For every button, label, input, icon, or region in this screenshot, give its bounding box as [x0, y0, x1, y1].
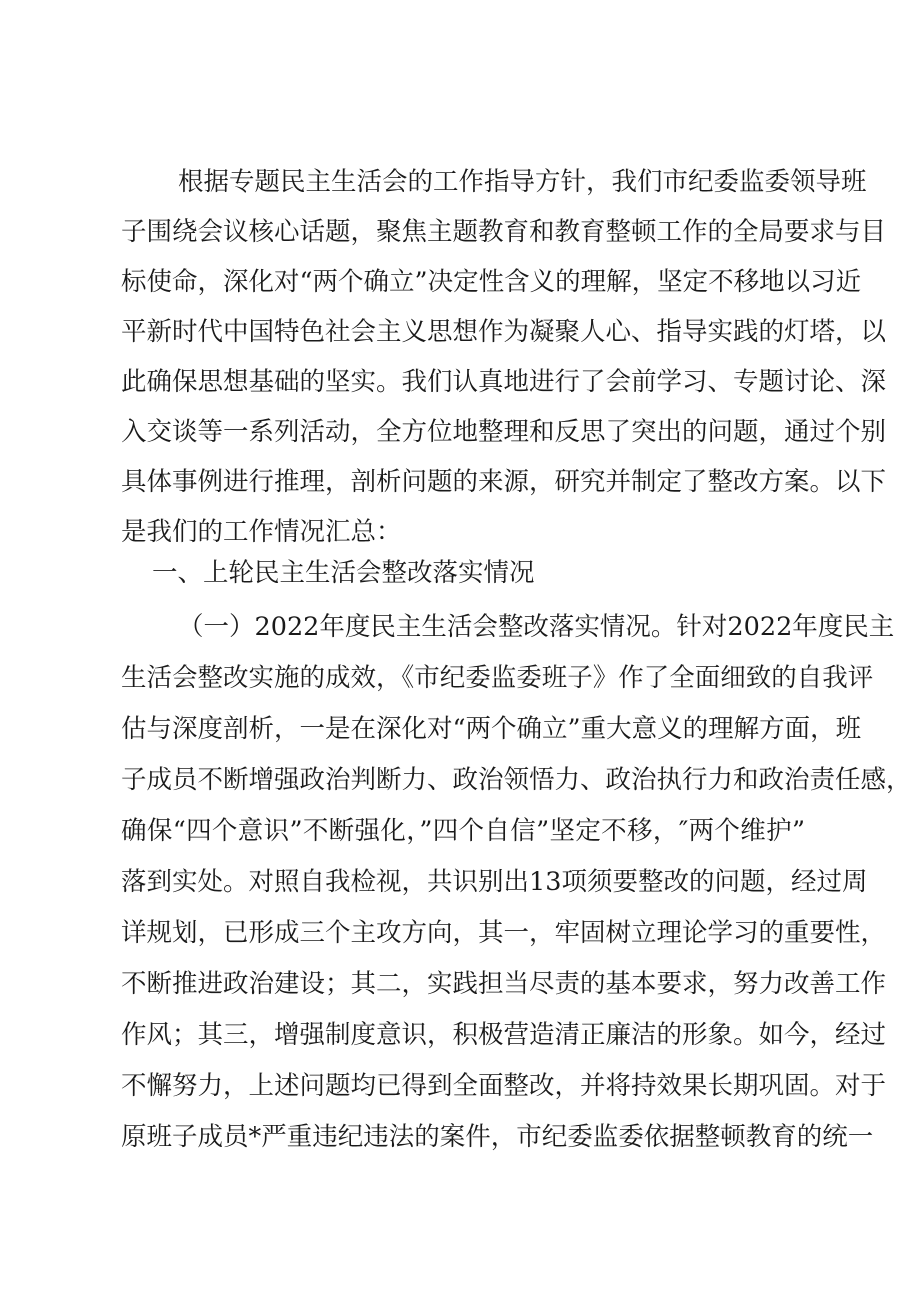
paragraph-1-line-4: 平新时代中国特色社会主义思想作为凝聚人心、指导实践的灯塔，以 — [121, 317, 887, 347]
paragraph-2-line-2: 生活会整改实施的成效，《市纪委监委班子》作了全面细致的自我评 — [121, 663, 874, 693]
paragraph-2-line-7: 详规划，已形成三个主攻方向，其一，牢固树立理论学习的重要性， — [121, 918, 887, 948]
paragraph-1-line-6: 入交谈等一系列活动，全方位地整理和反思了突出的问题，通过个别 — [121, 417, 887, 447]
paragraph-1-line-5: 此确保思想基础的坚实。我们认真地进行了会前学习、专题讨论、深 — [121, 367, 887, 397]
paragraph-2-line-10: 不懈努力，上述问题均已得到全面整改，并将持效果长期巩固。对于 — [121, 1071, 887, 1101]
paragraph-1-line-2: 子围绕会议核心话题，聚焦主题教育和教育整顿工作的全局要求与目 — [121, 217, 887, 247]
paragraph-2-line-9: 作风；其三，增强制度意识，积极营造清正廉洁的形象。如今，经过 — [121, 1020, 887, 1050]
paragraph-1-line-8: 是我们的工作情况汇总： — [121, 517, 402, 547]
paragraph-2-line-11: 原班子成员*严重违纪违法的案件，市纪委监委依据整顿教育的统一 — [121, 1122, 874, 1152]
paragraph-1-line-3: 标使命，深化对“两个确立”决定性含义的理解，坚定不移地以习近 — [121, 267, 862, 297]
paragraph-2-line-3: 估与深度剖析，一是在深化对“两个确立”重大意义的理解方面，班 — [121, 714, 862, 744]
paragraph-2-line-1: （一）2022年度民主生活会整改落实情况。针对2022年度民主 — [178, 612, 895, 642]
paragraph-2-line-4: 子成员不断增强政治判断力、政治领悟力、政治执行力和政治责任感， — [121, 765, 912, 795]
paragraph-2-line-8: 不断推进政治建设；其二，实践担当尽责的基本要求，努力改善工作 — [121, 969, 887, 999]
paragraph-2-line-5: 确保“四个意识”不断强化，”四个自信”坚定不移，″两个维护” — [121, 816, 805, 846]
paragraph-1-line-7: 具体事例进行推理，剖析问题的来源，研究并制定了整改方案。以下 — [121, 467, 887, 497]
paragraph-1-line-1: 根据专题民主生活会的工作指导方针，我们市纪委监委领导班 — [178, 167, 867, 197]
section-heading: 一、上轮民主生活会整改落实情况 — [152, 558, 535, 588]
paragraph-2-line-6: 落到实处。对照自我检视，共识别出13项须要整改的问题，经过周 — [121, 867, 868, 897]
